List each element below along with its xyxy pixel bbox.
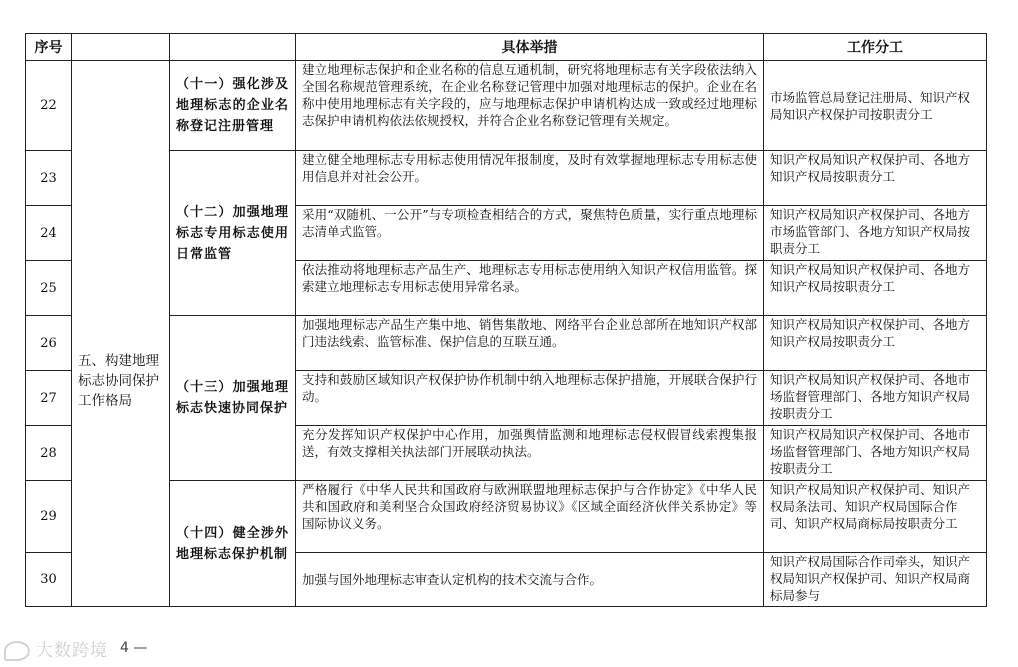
row-seq: 27 <box>26 371 72 426</box>
row-seq: 26 <box>26 316 72 371</box>
measure-cell: 建立地理标志保护和企业名称的信息互通机制，研究将地理标志有关字段依法纳入全国名称规范管理系统，在企业名称登记管理中加强对地理标志的保护。企业在名称中使用地理标志有关字段的，应与地理标志保护申请机构达成一致或经过地理标志保护申请机构依法依规授权，并符合企业名称登记管理有关规定。 <box>296 61 764 151</box>
sub-item-13: （十三）加强地理标志快速协同保护 <box>170 316 296 481</box>
sub-item-11: （十一）强化涉及地理标志的企业名称登记注册管理 <box>170 61 296 151</box>
measure-cell: 支持和鼓励区域知识产权保护协作机制中纳入地理标志保护措施，开展联合保护行动。 <box>296 371 764 426</box>
header-sub <box>170 34 296 61</box>
row-seq: 30 <box>26 553 72 607</box>
table-row <box>26 316 987 371</box>
row-seq: 28 <box>26 426 72 481</box>
measure-cell: 建立健全地理标志专用标志使用情况年报制度，及时有效掌握地理标志专用标志使用信息并对社会公开。 <box>296 151 764 206</box>
row-seq: 29 <box>26 481 72 553</box>
division-cell: 知识产权局知识产权保护司、各地方知识产权局按职责分工 <box>764 316 987 371</box>
division-cell: 知识产权局国际合作司牵头，知识产权局知识产权保护司、知识产权局商标局参与 <box>764 553 987 607</box>
sub-item-12: （十二）加强地理标志专用标志使用日常监管 <box>170 151 296 316</box>
header-division: 工作分工 <box>764 34 987 61</box>
watermark-text: 大数跨境 <box>36 641 108 661</box>
table-row <box>26 61 987 151</box>
watermark-logo-icon <box>4 641 30 661</box>
division-cell: 知识产权局知识产权保护司、各地方知识产权局按职责分工 <box>764 151 987 206</box>
page-number: 4 — <box>120 640 148 656</box>
measure-cell: 加强地理标志产品生产集中地、销售集散地、网络平台企业总部所在地知识产权部门违法线索、监管标准、保护信息的互联互通。 <box>296 316 764 371</box>
measure-cell: 采用“双随机、一公开”与专项检查相结合的方式，聚焦特色质量，实行重点地理标志清单式监管。 <box>296 206 764 261</box>
division-cell: 知识产权局知识产权保护司、各地市场监督管理部门、各地方知识产权局按职责分工 <box>764 371 987 426</box>
table-header-row <box>26 34 987 61</box>
measure-cell: 充分发挥知识产权保护中心作用，加强舆情监测和地理标志侵权假冒线索搜集报送，有效支撑相关执法部门开展联动执法。 <box>296 426 764 481</box>
sub-item-14: （十四）健全涉外地理标志保护机制 <box>170 481 296 607</box>
header-measures: 具体举措 <box>296 34 764 61</box>
header-category <box>72 34 170 61</box>
division-cell: 市场监管总局登记注册局、知识产权局知识产权保护司按职责分工 <box>764 61 987 151</box>
division-cell: 知识产权局知识产权保护司、各地方知识产权局按职责分工 <box>764 261 987 316</box>
measures-table <box>25 33 987 607</box>
measure-cell: 依法推动将地理标志产品生产、地理标志专用标志使用纳入知识产权信用监管。探索建立地理标志专用标志使用异常名录。 <box>296 261 764 316</box>
row-seq: 22 <box>26 61 72 151</box>
row-seq: 23 <box>26 151 72 206</box>
division-cell: 知识产权局知识产权保护司、知识产权局条法司、知识产权局国际合作司、知识产权局商标局按职责分工 <box>764 481 987 553</box>
division-cell: 知识产权局知识产权保护司、各地市场监督管理部门、各地方知识产权局按职责分工 <box>764 426 987 481</box>
division-cell: 知识产权局知识产权保护司、各地方市场监管部门、各地方知识产权局按职责分工 <box>764 206 987 261</box>
row-seq: 25 <box>26 261 72 316</box>
table-row <box>26 481 987 553</box>
measure-cell: 严格履行《中华人民共和国政府与欧洲联盟地理标志保护与合作协定》《中华人民共和国政府和美利坚合众国政府经济贸易协议》《区域全面经济伙伴关系协定》等国际协议义务。 <box>296 481 764 553</box>
category-label: 五、构建地理标志协同保护工作格局 <box>78 353 159 409</box>
watermark <box>4 636 108 661</box>
measure-cell: 加强与国外地理标志审查认定机构的技术交流与合作。 <box>296 553 764 607</box>
category-cell <box>72 61 170 607</box>
table-row <box>26 151 987 206</box>
header-seq: 序号 <box>26 34 72 61</box>
row-seq: 24 <box>26 206 72 261</box>
